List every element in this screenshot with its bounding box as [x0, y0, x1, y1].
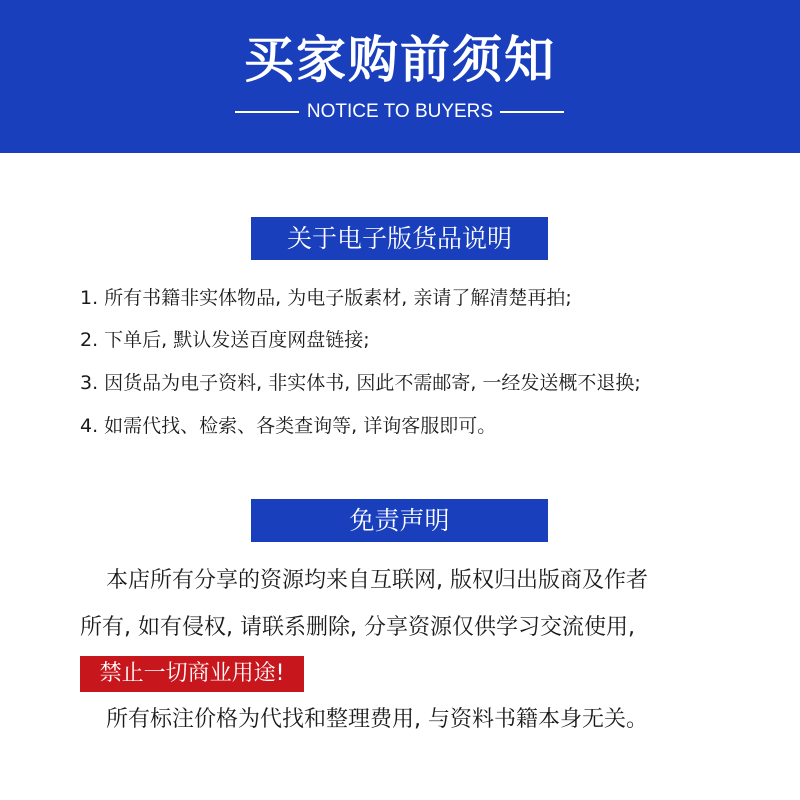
- notice-item: 4. 如需代找、检索、各类查询等, 详询客服即可。: [80, 415, 497, 437]
- disclaimer-line: 所有标注价格为代找和整理费用, 与资料书籍本身无关。: [106, 707, 648, 732]
- disclaimer-line: 本店所有分享的资源均来自互联网, 版权归出版商及作者: [106, 568, 648, 593]
- notice-item: 1. 所有书籍非实体物品, 为电子版素材, 亲请了解清楚再拍;: [80, 287, 572, 309]
- commercial-use-warning: 禁止一切商业用途!: [80, 656, 304, 692]
- page-subtitle: NOTICE TO BUYERS: [306, 101, 494, 122]
- subtitle-divider-right: [500, 111, 564, 113]
- section-heading-ebook-notice: 关于电子版货品说明: [251, 217, 548, 260]
- notice-item: 3. 因货品为电子资料, 非实体书, 因此不需邮寄, 一经发送概不退换;: [80, 372, 641, 394]
- notice-item: 2. 下单后, 默认发送百度网盘链接;: [80, 329, 370, 351]
- header-banner: [0, 0, 800, 153]
- disclaimer-line: 所有, 如有侵权, 请联系删除, 分享资源仅供学习交流使用,: [80, 615, 635, 640]
- page-title: 买家购前须知: [244, 31, 556, 89]
- section-heading-disclaimer: 免责声明: [251, 499, 548, 542]
